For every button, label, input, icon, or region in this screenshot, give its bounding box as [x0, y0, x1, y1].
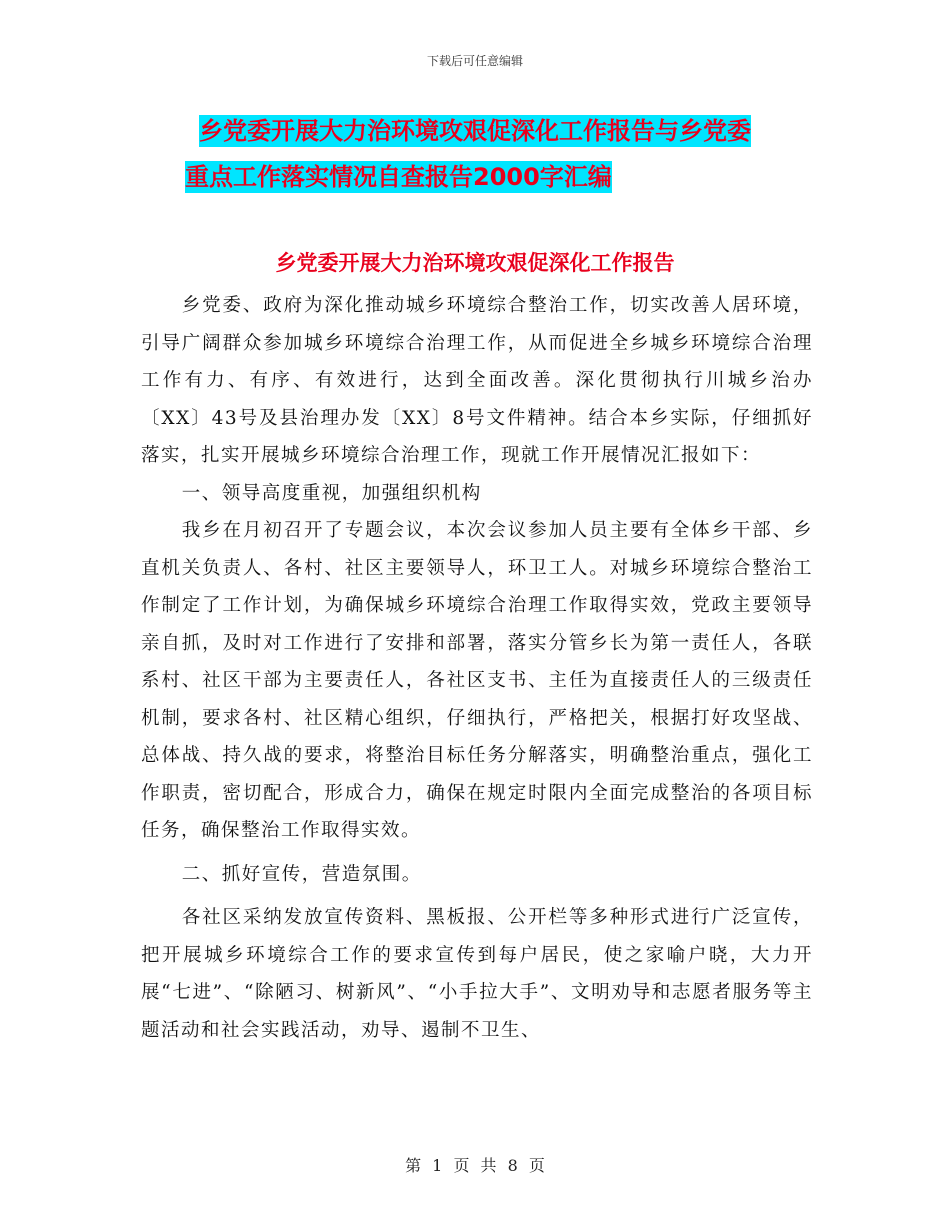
page-number: 第 1 页 共 8 页	[405, 1156, 545, 1175]
paragraph-section-2: 各社区采纳发放宣传资料、黑板报、公开栏等多种形式进行广泛宣传，把开展城乡环境综合工作的要求宣传到每户居民，使之家喻户晓，大力开展“七进”、“除陋习、树新风”、“小手拉大手”、文明劝导和志愿者服务等主题活动和社会实践活动，劝导、遏制不卫生、	[141, 907, 813, 1041]
heading-section-1: 一、领导高度重视，加强组织机构	[181, 482, 482, 504]
paragraph-intro: 乡党委、政府为深化推动城乡环境综合整治工作，切实改善人居环境，引导广阔群众参加城乡环境综合治理工作，从而促进全乡城乡环境综合治理工作有力、有序、有效进行，达到全面改善。深化贯彻执行川城乡治办〔XX〕43号及县治理办发〔XX〕8号文件精神。结合本乡实际，仔细抓好落实，扎实开展城乡环境综合治理工作，现就工作开展情况汇报如下：	[141, 295, 813, 466]
title-line-1: 乡党委开展大力治环境攻艰促深化工作报告与乡党委	[199, 117, 751, 145]
document-body	[141, 287, 813, 1049]
heading-section-2: 二、抓好宣传，营造氛围。	[181, 863, 422, 885]
title-line-2: 重点工作落实情况自查报告2000字汇编	[185, 163, 612, 191]
page-header: 下载后可任意编辑	[426, 54, 523, 68]
paragraph-section-1: 我乡在月初召开了专题会议，本次会议参加人员主要有全体乡干部、乡直机关负责人、各村、社区主要领导人，环卫工人。对城乡环境综合整治工作制定了工作计划，为确保城乡环境综合治理工作取得实效，党政主要领导亲自抓，及时对工作进行了安排和部署，落实分管乡长为第一责任人，各联系村、社区干部为主要责任人，各社区支书、主任为直接责任人的三级责任机制，要求各村、社区精心组织，仔细执行，严格把关，根据打好攻坚战、总体战、持久战的要求，将整治目标任务分解落实，明确整治重点，强化工作职责，密切配合，形成合力，确保在规定时限内全面完成整治的各项目标任务，确保整治工作取得实效。	[141, 520, 813, 841]
document-title	[185, 108, 825, 200]
section-title: 乡党委开展大力治环境攻艰促深化工作报告	[275, 251, 675, 275]
